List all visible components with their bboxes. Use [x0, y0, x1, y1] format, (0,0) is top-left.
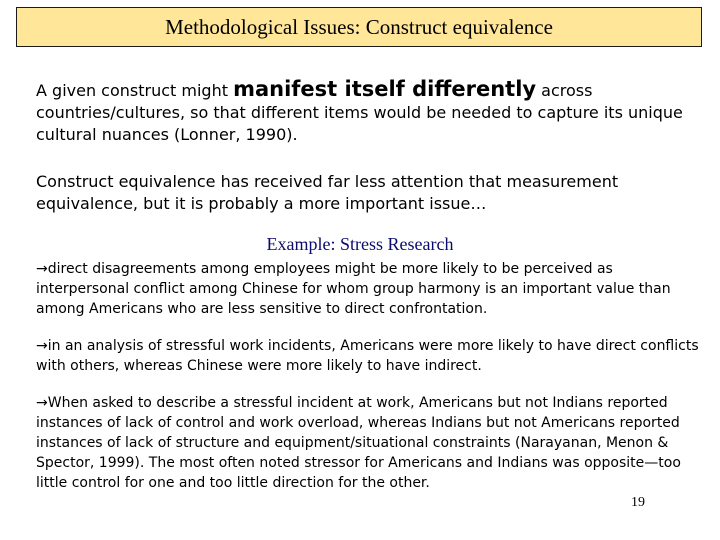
intro-paragraph [36, 78, 696, 146]
example-heading: Example: Stress Research [266, 234, 454, 254]
arrow-icon: → [36, 395, 48, 411]
arrow-icon: → [36, 261, 48, 277]
intro-text-start: A given construct might [36, 81, 234, 100]
bullet-item [36, 259, 708, 319]
slide-title-box [16, 7, 702, 47]
intro-text-end: across countries/cultures, so that different items would be needed to capture its unique cultural nuances (Lonner, 1990). [36, 81, 683, 144]
bullet-text: direct disagreements among employees might be more likely to be perceived as interpersonal conflict among Chinese for whom group harmony is an important value than among Americans who are less sensitive to direct confrontation. [36, 261, 671, 317]
construct-equivalence-paragraph: Construct equivalence has received far less attention that measurement equivalence, but it is probably a more important issue… [36, 172, 619, 213]
bullet-text: in an analysis of stressful work incidents, Americans were more likely to have direct conflicts with others, whereas Chinese were more likely to have indirect. [36, 338, 699, 374]
bullet-item [36, 393, 708, 493]
page-number: 19 [631, 495, 645, 510]
bullet-text: When asked to describe a stressful incident at work, Americans but not Indians reported instances of lack of control and work overload, whereas Indians but not Americans reported instances of lack of structure and equipment/situational constraints (Narayanan, Menon & Spector, 1999). The most often noted stressor for Americans and Indians was opposite—too little control for one and too little direction for the other. [36, 395, 681, 491]
intro-emphasis: manifest itself differently [233, 77, 537, 101]
arrow-icon: → [36, 338, 48, 354]
slide-title: Methodological Issues: Construct equivalence [165, 14, 553, 39]
bullet-item [36, 336, 708, 376]
